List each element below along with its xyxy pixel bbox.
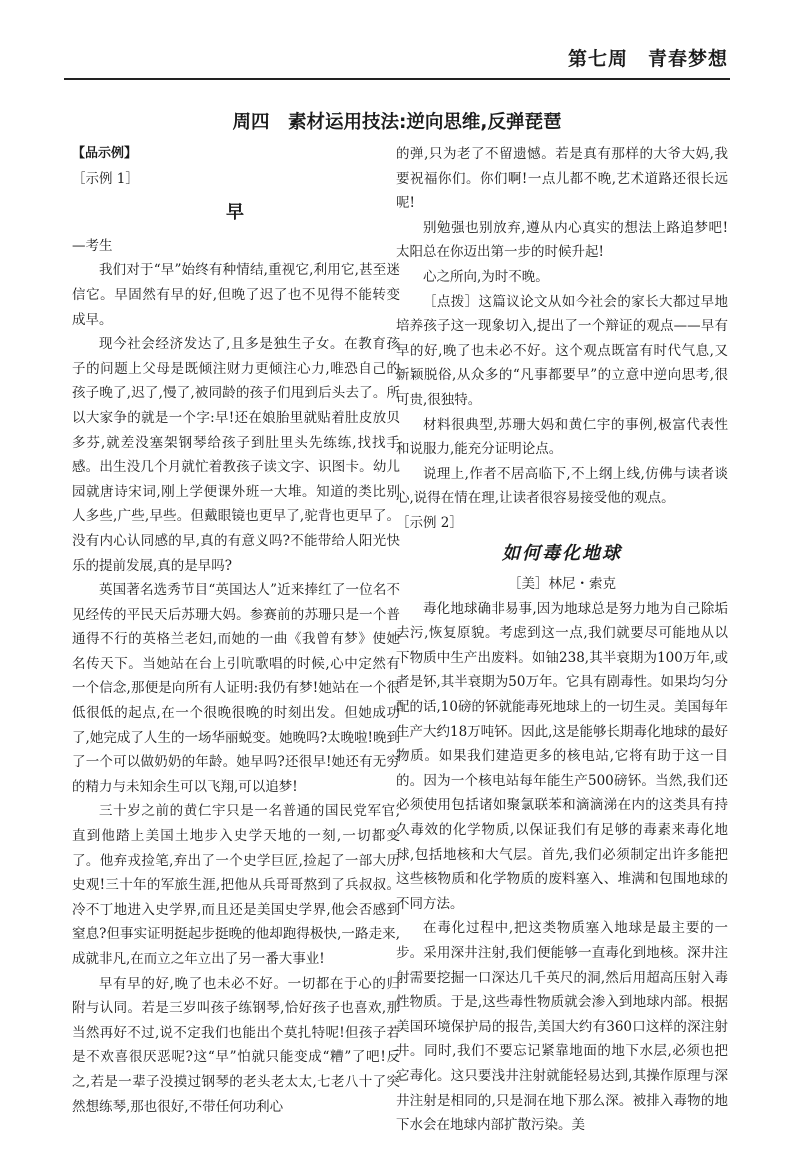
lesson-title: 周四 素材运用技法:逆向思维,反弹琵琶 — [232, 112, 562, 133]
essay-title-1: 早 — [226, 202, 246, 224]
sample-tag-1: ［示例 1］ — [72, 170, 139, 187]
paragraph: 我们对于“早”始终有种情结,重视它,利用它,甚至迷信它。早固然有早的好,但晚了迟了也不见得不能转变成早。 — [72, 262, 400, 328]
paragraph: 三十岁之前的黄仁宇只是一名普通的国民党军官,直到他踏上美国土地步入史学天地的一刻,一切都变了。他弃戎捡笔,弃出了一个史学巨匠,捡起了一部大历史观!三十年的军旅生涯,把他从兵哥哥熬到了兵叔叔。冷不丁地进入史学界,而且还是美国史学界,他会否感到窒息?但事实证明挺起步挺晚的他却跑得极快,一路走来,成就非凡,在而立之年立出了另一番大事业! — [72, 803, 400, 967]
commentary-paragraph: 说理上,作者不居高临下,不上纲上线,仿佛与读者谈心,说得在情在理,让读者很容易接受他的观点。 — [396, 465, 728, 507]
sample-tag-2: ［示例 2］ — [396, 514, 463, 531]
paragraph: 别勉强也别放弃,遵从内心真实的想法上路追梦吧!太阳总在你迈出第一步的时候升起! — [396, 219, 728, 261]
paragraph: 的弹,只为老了不留遗憾。若是真有那样的大爷大妈,我要祝福你们。你们啊!一点儿都不晚,艺术道路还很长远呢! — [396, 146, 728, 212]
running-header: 第七周 青春梦想 — [567, 48, 728, 70]
paragraph: 英国著名选秀节目“英国达人”近来捧红了一位名不见经传的平民天后苏珊大妈。参赛前的苏珊只是一个普通得不行的英格兰老妇,而她的一曲《我曾有梦》使她名传天下。当她站在台上引吭歌唱的时候,心中定然有一个信念,那便是向所有人证明:我仍有梦!她站在一个很低很低的起点,在一个很晚很晚的时刻出发。但她成功了,她完成了人生的一场华丽蜕变。她晚吗?太晚啦!晚到了一个可以做奶奶的年龄。她早吗?还很早!她还有无穷的精力与未知余生可以飞翔,可以追梦! — [72, 582, 400, 795]
essay-title-2: 如何毒化地球 — [502, 542, 622, 564]
commentary-paragraph: ［点拨］这篇议论文从如今社会的家长大都过早地培养孩子这一现象切入,提出了一个辩证的观点——早有早的好,晚了也未必不好。这个观点既富有时代气息,又新颖脱俗,从众多的“凡事都要早”的立意中逆向思考,很可贵,很独特。 — [396, 293, 728, 408]
paragraph: 在毒化过程中,把这类物质塞入地球是最主要的一步。采用深井注射,我们便能够一直毒化到地核。深井注射需要挖掘一口深达几千英尺的洞,然后用超高压射入毒性物质。于是,这些毒性物质就会渗入到地球内部。根据美国环境保护局的报告,美国大约有360口这样的深注射井。同时,我们不要忘记紧靠地面的地下水层,必须也把它毒化。这只要浅井注射就能轻易达到,其操作原理与深井注射是相同的,只是洞在地下那么深。被排入毒物的地下水会在地球内部扩散污染。美 — [396, 920, 728, 1134]
section-label: 【品示例】 — [72, 146, 138, 161]
essay-author-2: ［美］林尼・索克 — [508, 576, 616, 593]
paragraph: 毒化地球确非易事,因为地球总是努力地为自己除垢去污,恢复原貌。考虑到这一点,我们就要尽可能地从以下物质中生产出废料。如铀238,其半衰期为100万年,或者是钚,其半衰期为50万年。它具有剧毒性。如果均匀分配的话,10磅的钚就能毒死地球上的一切生灵。美国每年生产大约18万吨钚。因此,这是能够长期毒化地球的最好物质。如果我们建造更多的核电站,它将有助于这一目的。因为一个核电站每年能生产500磅钚。当然,我们还必须使用包括诸如聚氯联苯和滴滴涕在内的这类具有持久毒效的化学物质,以保证我们有足够的毒素来毒化地球,包括地核和大气层。首先,我们必须制定出许多能把这些核物质和化学物质的废料塞入、堆满和包围地球的不同方法。 — [396, 600, 728, 912]
commentary-paragraph: 材料很典型,苏珊大妈和黄仁宇的事例,极富代表性和说服力,能充分证明论点。 — [396, 416, 728, 458]
paragraph: 现今社会经济发达了,且多是独生子女。在教育孩子的问题上父母是既倾注财力更倾注心力,唯恐自己的孩子晚了,迟了,慢了,被同龄的孩子们甩到后头去了。所以大家争的就是一个字:早!还在娘胎里就贴着肚皮放贝多芬,就差没塞架钢琴给孩子到肚里头先练练,找找手感。出生没几个月就忙着教孩子读文字、识图卡。幼儿园就唐诗宋词,刚上学便课外班一大堆。知道的类比别人多些,广些,早些。但戴眼镜也更早了,驼背也更早了。没有内心认同感的早,真的有意义吗?不能带给人阳光快乐的提前发展,真的是早吗? — [72, 336, 400, 574]
left-column — [72, 142, 400, 1119]
header-rule — [64, 78, 730, 80]
paragraph: 心之所向,为时不晚。 — [423, 268, 549, 285]
paragraph: 早有早的好,晚了也未必不好。一切都在于心的归附与认同。若是三岁叫孩子练钢琴,恰好孩子也喜欢,那当然再好不过,说不定我们也能出个莫扎特呢!但孩子若是不欢喜很厌恶呢?这“早”怕就只能变成“糟”了吧!反之,若是一辈子没摸过钢琴的老头老太太,七老八十了突然想练琴,那也很好,不带任何功利心 — [72, 975, 400, 1115]
right-column — [396, 142, 728, 1138]
essay-author-1: —考生 — [72, 237, 113, 254]
